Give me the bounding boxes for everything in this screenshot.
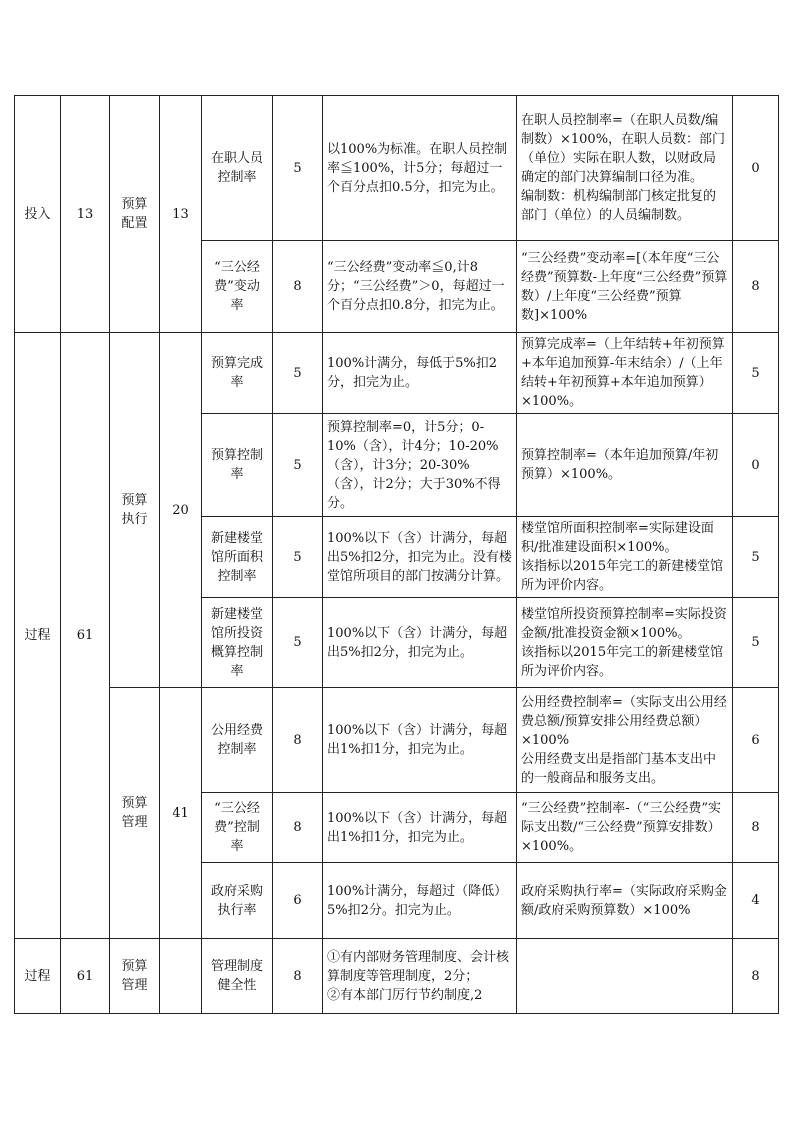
score-cell: 8 [733, 793, 779, 863]
score-cell: 8 [733, 241, 779, 333]
level1-cell: 过程 [15, 333, 61, 939]
level1-score-cell: 61 [61, 939, 110, 1014]
score-cell: 0 [733, 414, 779, 517]
indicator-cell: 在职人员 控制率 [202, 96, 273, 241]
weight-cell: 8 [273, 241, 323, 333]
indicator-cell: “三公经 费”变动 率 [202, 241, 273, 333]
indicator-cell: “三公经 费”控制 率 [202, 793, 273, 863]
level1-cell: 投入 [15, 96, 61, 333]
table-row [15, 688, 779, 793]
criteria-cell: 100%以下（含）计满分，每超出5%扣2分，扣完为止。没有楼堂馆所项目的部门按满分计算。 [323, 517, 517, 598]
indicator-cell: 新建楼堂 馆所投资 概算控制 率 [202, 598, 273, 688]
level2-score-cell: 20 [160, 333, 202, 688]
weight-cell: 8 [273, 688, 323, 793]
score-cell: 0 [733, 96, 779, 241]
criteria-cell: 100%以下（含）计满分，每超出5%扣2分，扣完为止。 [323, 598, 517, 688]
criteria-cell: ①有内部财务管理制度、会计核算制度等管理制度，2分； ②有本部门厉行节约制度,2 [323, 939, 517, 1014]
level2-cell: 预算 配置 [110, 96, 160, 333]
criteria-cell: 以100%为标准。在职人员控制率≦100%，计5分；每超过一个百分点扣0.5分，扣完为止。 [323, 96, 517, 241]
weight-cell: 6 [273, 863, 323, 939]
criteria-cell: 100%计满分，每超过（降低）5%扣2分。扣完为止。 [323, 863, 517, 939]
criteria-cell: 100%以下（含）计满分，每超出1%扣1分，扣完为止。 [323, 688, 517, 793]
evaluation-table [14, 95, 779, 1014]
criteria-cell: 100%以下（含）计满分，每超出1%扣1分，扣完为止。 [323, 793, 517, 863]
indicator-cell: 预算完成 率 [202, 333, 273, 414]
indicator-cell: 政府采购 执行率 [202, 863, 273, 939]
formula-cell: “三公经费”控制率-（“三公经费”实际支出数/“三公经费”预算安排数）×100%。 [517, 793, 733, 863]
criteria-cell: 预算控制率=0，计5分；0-10%（含），计4分；10-20%（含），计3分；20-30%（含），计2分；大于30%不得分。 [323, 414, 517, 517]
weight-cell: 5 [273, 333, 323, 414]
criteria-cell: “三公经费”变动率≦0,计8分；“三公经费”＞0，每超过一个百分点扣0.8分，扣完为止。 [323, 241, 517, 333]
formula-cell: 楼堂馆所投资预算控制率=实际投资金额/批准投资金额×100%。 该指标以2015年完工的新建楼堂馆所为评价内容。 [517, 598, 733, 688]
indicator-cell: 管理制度 健全性 [202, 939, 273, 1014]
formula-cell: 预算控制率=（本年追加预算/年初预算）×100%。 [517, 414, 733, 517]
table-row [15, 939, 779, 1014]
score-cell: 5 [733, 598, 779, 688]
level2-score-cell: 13 [160, 96, 202, 333]
formula-cell: 公用经费控制率=（实际支出公用经费总额/预算安排公用经费总额）×100% 公用经费支出是指部门基本支出中的一般商品和服务支出。 [517, 688, 733, 793]
level1-score-cell: 13 [61, 96, 110, 333]
score-cell: 5 [733, 333, 779, 414]
weight-cell: 8 [273, 939, 323, 1014]
table-row [15, 333, 779, 414]
weight-cell: 5 [273, 96, 323, 241]
level1-cell: 过程 [15, 939, 61, 1014]
level2-score-cell [160, 939, 202, 1014]
level2-cell: 预算 管理 [110, 688, 160, 939]
formula-cell: “三公经费”变动率=[（本年度“三公经费”预算数-上年度“三公经费”预算数）/上年度“三公经费”预算数]×100% [517, 241, 733, 333]
criteria-cell: 100%计满分，每低于5%扣2分，扣完为止。 [323, 333, 517, 414]
level2-cell: 预算 执行 [110, 333, 160, 688]
table-row [15, 96, 779, 241]
indicator-cell: 公用经费 控制率 [202, 688, 273, 793]
indicator-cell: 新建楼堂 馆所面积 控制率 [202, 517, 273, 598]
score-cell: 5 [733, 517, 779, 598]
formula-cell: 预算完成率=（上年结转+年初预算+本年追加预算-年末结余）/（上年结转+年初预算+本年追加预算）×100%。 [517, 333, 733, 414]
score-cell: 4 [733, 863, 779, 939]
formula-cell: 政府采购执行率=（实际政府采购金额/政府采购预算数）×100% [517, 863, 733, 939]
formula-cell: 在职人员控制率=（在职人员数/编制数）×100%，在职人员数：部门（单位）实际在职人数，以财政局确定的部门决算编制口径为准。 编制数：机构编制部门核定批复的部门（单位）的人员编制数。 [517, 96, 733, 241]
score-cell: 8 [733, 939, 779, 1014]
weight-cell: 5 [273, 517, 323, 598]
level1-score-cell: 61 [61, 333, 110, 939]
weight-cell: 5 [273, 414, 323, 517]
formula-cell [517, 939, 733, 1014]
level2-score-cell: 41 [160, 688, 202, 939]
weight-cell: 5 [273, 598, 323, 688]
level2-cell: 预算 管理 [110, 939, 160, 1014]
weight-cell: 8 [273, 793, 323, 863]
indicator-cell: 预算控制 率 [202, 414, 273, 517]
score-cell: 6 [733, 688, 779, 793]
formula-cell: 楼堂馆所面积控制率=实际建设面积/批准建设面积×100%。 该指标以2015年完工的新建楼堂馆所为评价内容。 [517, 517, 733, 598]
